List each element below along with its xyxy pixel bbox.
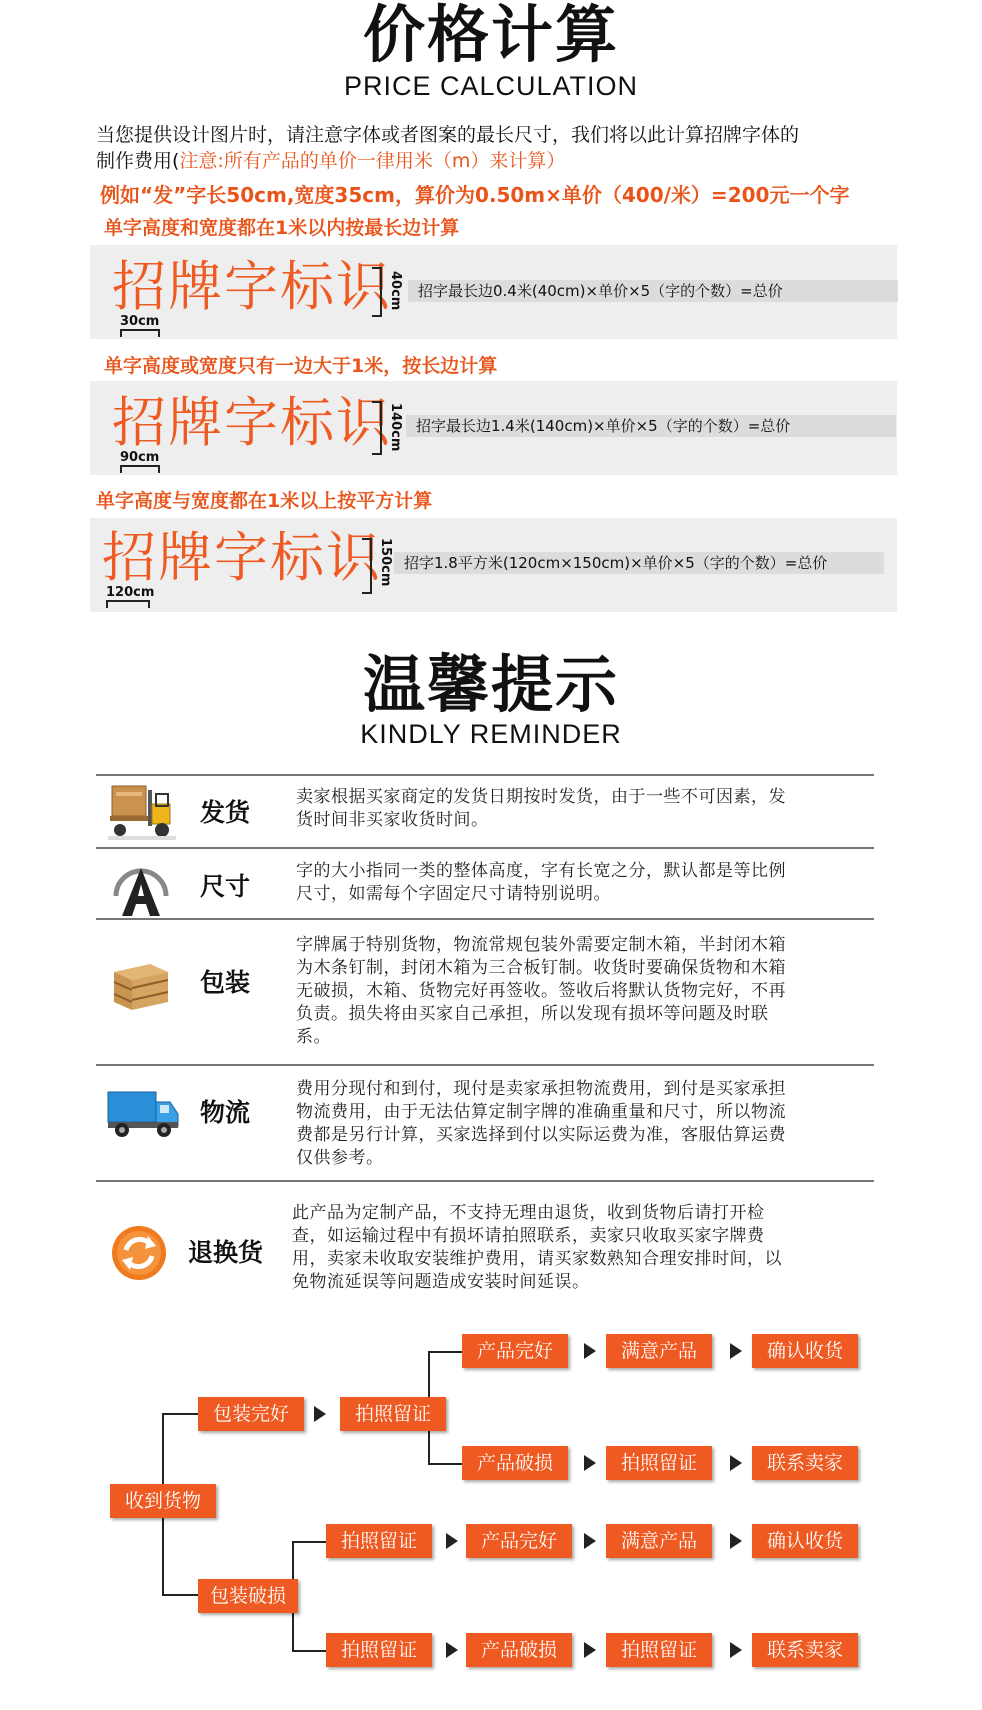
flow-bad-pack: 包装破损: [198, 1579, 298, 1613]
flow-product-ok-1: 产品完好: [462, 1334, 568, 1368]
row-4-line-1: 费用分现付和到付，现付是卖家承担物流费用，到付是买家承担: [296, 1079, 786, 1099]
reminder-divider-4: [96, 1180, 874, 1182]
row-5-title: 退换货: [188, 1238, 264, 1267]
rule-1-sign-text: 招牌字标识: [112, 255, 392, 318]
row-5-line-1: 此产品为定制产品，不支持无理由退货，收到货物后请打开检: [292, 1203, 765, 1223]
rule-1-panel: [90, 245, 897, 339]
flow-photo-1: 拍照留证: [340, 1397, 446, 1431]
letter-a-icon: [110, 856, 172, 920]
flow-contact-1: 联系卖家: [752, 1446, 858, 1480]
flow-line-to-good: [162, 1413, 198, 1415]
row-5-text: [292, 1202, 782, 1294]
price-title: 价格计算: [362, 0, 619, 71]
flow-arrow-6: [446, 1533, 458, 1549]
row-3-line-1: 字牌属于特别货物，物流常规包装外需要定制木箱，半封闭木箱: [296, 935, 786, 955]
flow-arrow-10: [584, 1642, 596, 1658]
rule-1-width-label: 30cm: [120, 314, 160, 329]
rule-3-formula: 招字1.8平方米(120cm×150cm)×单价×5（字的个数）=总价: [394, 552, 884, 574]
row-3-line-3: 无破损，木箱、货物完好再签收。签收后将默认货物完好，不再: [296, 981, 786, 1001]
row-2-line-1: 字的大小指同一类的整体高度，字有长宽之分，默认都是等比例: [296, 861, 786, 881]
rule-2-label: 单字高度或宽度只有一边大于1米，按长边计算: [104, 355, 498, 377]
flow-product-ok-2: 产品完好: [466, 1524, 572, 1558]
flow-confirm-1: 确认收货: [752, 1334, 858, 1368]
flow-satisfied-2: 满意产品: [606, 1524, 712, 1558]
flow-arrow-4: [584, 1455, 596, 1471]
row-3-line-5: 系。: [296, 1027, 331, 1047]
rule-2-width-label: 90cm: [120, 450, 160, 465]
flow-good-pack: 包装完好: [198, 1397, 304, 1431]
flow-contact-2: 联系卖家: [752, 1633, 858, 1667]
rule-3-height-label: 150cm: [378, 538, 393, 587]
row-4-line-2: 物流费用，由于无法估算定制字牌的准确重量和尺寸，所以物流: [296, 1102, 786, 1122]
price-intro: [96, 122, 926, 174]
flow-photo-4: 拍照留证: [606, 1446, 712, 1480]
flow-root: 收到货物: [110, 1484, 216, 1518]
rule-2-sign-text: 招牌字标识: [112, 391, 392, 454]
row-5-line-2: 查，如运输过程中有损坏请拍照联系，卖家只收取买家字牌费: [292, 1226, 765, 1246]
rule-2-width-line: [120, 465, 160, 473]
row-3-title: 包装: [200, 968, 251, 997]
flow-arrow-11: [730, 1642, 742, 1658]
flow-arrow-9: [446, 1642, 458, 1658]
flow-product-broken-1: 产品破损: [462, 1446, 568, 1480]
row-1-line-1: 卖家根据买家商定的发货日期按时发货，由于一些不可因素，发: [296, 787, 786, 807]
flow-photo-5: 拍照留证: [606, 1633, 712, 1667]
rule-3-width-line: [106, 600, 150, 608]
rule-2-formula: 招字最长边1.4米(140cm)×单价×5（字的个数）=总价: [406, 415, 896, 437]
forklift-icon: [108, 780, 176, 842]
row-1-text: [296, 786, 786, 832]
flow-satisfied-1: 满意产品: [606, 1334, 712, 1368]
rule-1-width-line: [120, 329, 160, 337]
row-4-line-4: 仅供参考。: [296, 1148, 384, 1168]
wooden-crate-icon: [110, 958, 172, 1014]
flow-arrow-3: [730, 1343, 742, 1359]
rule-1-formula: 招字最长边0.4米(40cm)×单价×5（字的个数）=总价: [408, 280, 898, 302]
flow-confirm-2: 确认收货: [752, 1524, 858, 1558]
refresh-icon: [110, 1224, 168, 1282]
reminder-divider-2: [96, 918, 874, 920]
rule-2-height-bracket: [372, 401, 382, 455]
row-1-line-2: 货时间非买家收货时间。: [296, 810, 489, 830]
flow-arrow-7: [584, 1533, 596, 1549]
reminder-divider-3: [96, 1064, 874, 1066]
price-example: 例如“发”字长50cm,宽度35cm，算价为0.50m×单价（400/米）=200元一个字: [100, 183, 850, 207]
truck-icon: [106, 1086, 180, 1140]
row-2-line-2: 尺寸，如需每个字固定尺寸请特别说明。: [296, 884, 611, 904]
row-4-line-3: 费都是另行计算，买家选择到付以实际运费为准，客服估算运费: [296, 1125, 786, 1145]
flow-line-to-broken1: [428, 1463, 462, 1465]
flow-arrow-8: [730, 1533, 742, 1549]
price-subtitle: PRICE CALCULATION: [343, 71, 639, 101]
flow-line-to-ok1: [428, 1351, 462, 1353]
rule-3-label: 单字高度与宽度都在1米以上按平方计算: [96, 490, 433, 512]
flow-photo-2: 拍照留证: [326, 1524, 432, 1558]
flow-arrow-5: [730, 1455, 742, 1471]
intro-note: 注意:所有产品的单价一律用米（m）来计算）: [179, 150, 566, 172]
flow-product-broken-2: 产品破损: [466, 1633, 572, 1667]
row-1-title: 发货: [200, 798, 251, 827]
flow-arrow-2: [584, 1343, 596, 1359]
intro-line-1: 当您提供设计图片时，请注意字体或者图案的最长尺寸，我们将以此计算招牌字体的: [96, 124, 800, 146]
row-4-title: 物流: [200, 1098, 251, 1127]
rule-1-height-bracket: [372, 267, 382, 317]
reminder-subtitle: KINDLY REMINDER: [360, 719, 622, 749]
intro-line-2: [96, 148, 926, 174]
row-4-text: [296, 1078, 786, 1170]
rule-3-height-bracket: [362, 538, 372, 594]
row-2-title: 尺寸: [200, 872, 251, 901]
row-5-line-3: 用，卖家未收取安装维护费用，请买家数熟知合理安排时间，以: [292, 1249, 782, 1269]
row-3-text: [296, 934, 786, 1049]
row-3-line-4: 负责。损失将由买家自己承担，所以发现有损坏等问题及时联: [296, 1004, 769, 1024]
intro-prefix: 制作费用(: [96, 150, 180, 172]
rule-3-width-label: 120cm: [106, 585, 155, 600]
reminder-divider-top: [96, 774, 874, 776]
rule-1-height-label: 40cm: [388, 271, 403, 311]
rule-3-sign-text: 招牌字标识: [102, 526, 382, 589]
row-5-line-4: 免物流延误等问题造成安装时间延误。: [292, 1272, 590, 1292]
flow-line-to-photo3: [292, 1650, 326, 1652]
flow-line-to-photo2: [292, 1541, 326, 1543]
rule-2-panel: [90, 381, 897, 475]
row-2-text: [296, 860, 786, 906]
rule-3-panel: [90, 518, 897, 612]
flow-line-to-bad: [162, 1594, 198, 1596]
reminder-title: 温馨提示: [362, 648, 619, 721]
flow-photo-3: 拍照留证: [326, 1633, 432, 1667]
flow-arrow-1: [314, 1406, 326, 1422]
row-3-line-2: 为木条钉制，封闭木箱为三合板钉制。收货时要确保货物和木箱: [296, 958, 786, 978]
rule-1-label: 单字高度和宽度都在1米以内按最长边计算: [104, 217, 460, 239]
rule-2-height-label: 140cm: [388, 403, 403, 452]
reminder-divider-1: [96, 847, 874, 849]
